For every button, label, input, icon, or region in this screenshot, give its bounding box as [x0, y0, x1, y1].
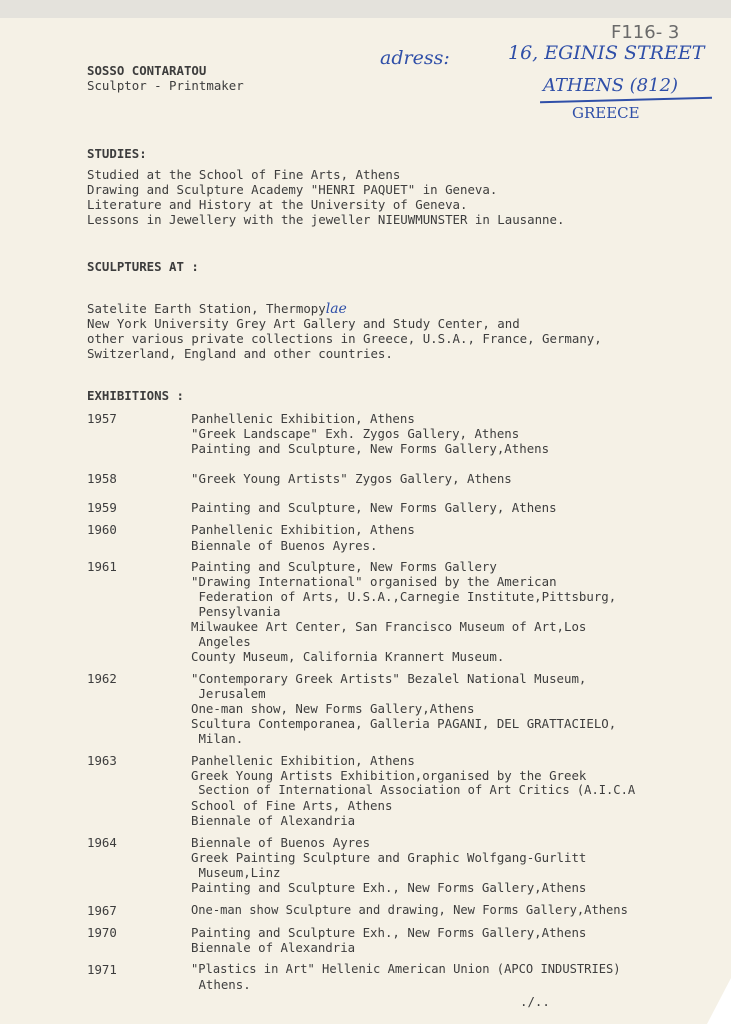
- studies-line: Lessons in Jewellery with the jeweller NIEUWMUNSTER in Lausanne.: [87, 212, 565, 227]
- exhibition-line: County Museum, California Krannert Museum.: [191, 649, 505, 664]
- exhibition-line: Pensylvania: [191, 604, 281, 619]
- sculptures-line: other various private collections in Greece, U.S.A., France, Germany,: [87, 331, 602, 346]
- exhibition-line: Milan.: [191, 731, 244, 746]
- exhibition-line: Painting and Sculpture Exh., New Forms Gallery,Athens: [191, 925, 587, 940]
- address-label: adress:: [380, 47, 450, 69]
- studies-line: Studied at the School of Fine Arts, Athens: [87, 167, 401, 182]
- exhibition-line: Angeles: [191, 634, 251, 649]
- studies-heading: STUDIES:: [87, 146, 147, 161]
- address-line-1: 16, EGINIS STREET: [508, 42, 705, 64]
- exhibition-line: Panhellenic Exhibition, Athens: [191, 753, 415, 768]
- exhibition-year: 1960: [87, 522, 117, 537]
- exhibition-line: Museum,Linz: [191, 865, 281, 880]
- exhibition-line: Federation of Arts, U.S.A.,Carnegie Institute,Pittsburg,: [191, 589, 617, 604]
- sculptures-heading: SCULPTURES AT :: [87, 259, 199, 274]
- exhibition-line: Biennale of Buenos Ayres.: [191, 538, 378, 553]
- exhibition-line: Scultura Contemporanea, Galleria PAGANI, DEL GRATTACIELO,: [191, 716, 617, 731]
- address-underline: [540, 97, 712, 103]
- exhibition-line: Painting and Sculpture, New Forms Gallery, Athens: [191, 500, 557, 515]
- exhibition-line: Greek Painting Sculpture and Graphic Wolfgang-Gurlitt: [191, 850, 587, 865]
- exhibition-line: "Drawing International" organised by the American: [191, 574, 557, 589]
- scan-top-edge: [0, 0, 731, 18]
- exhibition-line: Milwaukee Art Center, San Francisco Museum of Art,Los: [191, 619, 587, 634]
- exhibition-year: 1963: [87, 753, 117, 768]
- exhibition-line: School of Fine Arts, Athens: [191, 798, 393, 813]
- exhibition-line: Painting and Sculpture, New Forms Gallery,Athens: [191, 441, 550, 456]
- exhibitions-heading: EXHIBITIONS :: [87, 388, 184, 403]
- exhibition-line: Jerusalem: [191, 686, 266, 701]
- exhibition-year: 1959: [87, 500, 117, 515]
- exhibition-line: Section of International Association of Art Critics (A.I.C.A: [191, 783, 636, 797]
- file-reference: F116- 3: [611, 22, 680, 43]
- exhibition-line: Painting and Sculpture, New Forms Gallery: [191, 559, 497, 574]
- exhibition-year: 1962: [87, 671, 117, 686]
- sculptures-line-1-typed: Satelite Earth Station, Thermopy: [87, 301, 326, 316]
- artist-profession: Sculptor - Printmaker: [87, 78, 244, 93]
- address-line-3: GREECE: [572, 104, 640, 122]
- continuation-mark: ./..: [520, 994, 550, 1009]
- exhibition-line: Biennale of Alexandria: [191, 940, 356, 955]
- sculptures-line-1-handwritten: lae: [325, 301, 347, 317]
- sculptures-line: Switzerland, England and other countries.: [87, 346, 393, 361]
- exhibition-line: Athens.: [191, 977, 251, 992]
- sculptures-line: New York University Grey Art Gallery and Study Center, and: [87, 316, 520, 331]
- exhibition-line: One-man show Sculpture and drawing, New Forms Gallery,Athens: [191, 903, 628, 917]
- artist-name: SOSSO CONTARATOU: [87, 63, 207, 78]
- exhibition-line: "Greek Young Artists" Zygos Gallery, Athens: [191, 471, 512, 486]
- exhibition-year: 1964: [87, 835, 117, 850]
- exhibition-year: 1970: [87, 925, 117, 940]
- exhibition-year: 1958: [87, 471, 117, 486]
- studies-line: Literature and History at the University of Geneva.: [87, 197, 468, 212]
- exhibition-line: Biennale of Buenos Ayres: [191, 835, 371, 850]
- exhibition-year: 1971: [87, 962, 117, 977]
- exhibition-line: Greek Young Artists Exhibition,organised by the Greek: [191, 768, 587, 783]
- torn-corner: [707, 978, 731, 1024]
- exhibition-line: Biennale of Alexandria: [191, 813, 356, 828]
- address-line-2: ATHENS (812): [543, 75, 679, 96]
- studies-line: Drawing and Sculpture Academy "HENRI PAQUET" in Geneva.: [87, 182, 498, 197]
- exhibition-year: 1967: [87, 903, 117, 918]
- sculptures-line-1: [87, 301, 347, 317]
- exhibition-year: 1961: [87, 559, 117, 574]
- exhibition-year: 1957: [87, 411, 117, 426]
- exhibition-line: Panhellenic Exhibition, Athens: [191, 522, 415, 537]
- exhibition-line: One-man show, New Forms Gallery,Athens: [191, 701, 475, 716]
- exhibition-line: "Contemporary Greek Artists" Bezalel National Museum,: [191, 671, 587, 686]
- exhibition-line: "Greek Landscape" Exh. Zygos Gallery, Athens: [191, 426, 520, 441]
- exhibition-line: Painting and Sculpture Exh., New Forms Gallery,Athens: [191, 880, 587, 895]
- exhibition-line: Panhellenic Exhibition, Athens: [191, 411, 415, 426]
- exhibition-line: "Plastics in Art" Hellenic American Union (APCO INDUSTRIES): [191, 962, 621, 976]
